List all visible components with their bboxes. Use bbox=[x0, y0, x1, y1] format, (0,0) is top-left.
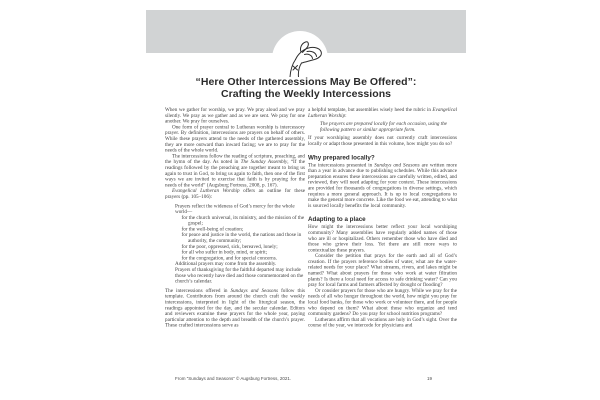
two-column-body bbox=[165, 107, 457, 329]
quote-line: Additional prayers may come from the assembly. bbox=[175, 261, 277, 267]
rubric-blockquote: The prayers are prepared locally for each occasion, using the following pattern or similar appropriate form. bbox=[320, 121, 447, 133]
section-heading-adapting-to-a-place: Adapting to a place bbox=[308, 215, 366, 223]
quote-line: Prayers of thanksgiving for the faithful departed may include those who recently have died and those commemorated on the church’s calendar. bbox=[175, 267, 304, 285]
paragraph bbox=[165, 188, 305, 200]
paragraph bbox=[308, 162, 457, 208]
title-line-1: “Here Other Intercessions May Be Offered”: bbox=[195, 76, 417, 88]
paragraph: One form of prayer central to Lutheran worship is intercessory prayer. By definition, intercessions are prayers on behalf of others. While these prayers attend to the needs of the gathered assembly, they are more outward than inward facing; we are to pray for the needs of the whole world. bbox=[165, 124, 305, 154]
paragraph: Or consider prayers for those who are hungry. While we pray for the needs of all who hunger throughout the world, how might you pray for local food banks, for those who work or volunteer there, and for people who depend on them? What about those who organize and tend community gardens? Do you pray for school nutrition programs? bbox=[308, 287, 457, 317]
paragraph: If your worshiping assembly does not currently craft intercessions locally or adapt those presented in this volume, how might you do so? bbox=[308, 135, 457, 147]
title-line-2: Crafting the Weekly Intercessions bbox=[220, 88, 392, 100]
footer-source: From “Sundays and Seasons” © Augsburg Fortress, 2021. bbox=[175, 376, 292, 381]
quote-item: for all who suffer in body, mind, or spirit; bbox=[181, 249, 268, 256]
elw-outline-blockquote bbox=[175, 203, 305, 284]
paragraph-text: are written more than a year in advance due to publishing schedules. While this advance preparation ensures these intercessions are carefully written, edited, and reviewed, they will need adapting for your context. These intercessions are provided for thousands of congregations in diverse settings, which requires a more general approach. It is up to local congregations to make the general more concrete. Like the food we eat, attending to what is sourced locally benefits the local community. bbox=[308, 162, 457, 209]
page-number: 19 bbox=[427, 376, 433, 381]
quote-item: for the well-being of creation; bbox=[181, 226, 244, 232]
paragraph bbox=[165, 153, 305, 188]
paragraph: Lutherans affirm that all vocations are holy in God’s sight. Over the course of the year, we intercede for physicians and bbox=[308, 316, 457, 329]
paragraph bbox=[308, 107, 457, 119]
quote-item: for the poor, oppressed, sick, bereaved, lonely; bbox=[181, 243, 278, 250]
right-column bbox=[308, 107, 457, 329]
paragraph: When we gather for worship, we pray. We pray aloud and we pray silently. We pray as we gather and as we are sent. We pray for one another. We pray for ourselves. bbox=[165, 107, 305, 125]
paragraph-text: : bbox=[345, 112, 347, 119]
book-title: Sundays and Seasons bbox=[230, 287, 279, 294]
book-title: Evangelical Lutheran Worship bbox=[308, 107, 457, 119]
offering-hand-icon bbox=[276, 35, 328, 77]
paragraph-text: The intercessions presented in bbox=[308, 162, 375, 168]
book-title: Evangelical Lutheran Worship bbox=[172, 188, 240, 194]
paragraph-text: follow this template. Contributors from around the church craft the weekly intercessions, interpreted in light of the liturgical season, the readings appointed for the day, and the secular calendar. Editors and reviewers examine these prayers for the whole year, paying particular attention to the depth and breadth of the church’s prayer. These crafted intercessions serve as bbox=[165, 287, 305, 329]
quote-line: Prayers reflect the wideness of God’s mercy for the whole world— bbox=[175, 203, 295, 215]
paragraph: Consider the petition that prays for the earth and all of God’s creation. If the prayers reference bodies of water, what are the water-related needs for your place? What streams, rivers, and lakes might be named? What about prayers for those who work at water filtration plants? Is there a local need for access to safe drinking water? Can you pray for local farms and farmers affected by drought or flooding? bbox=[308, 253, 457, 288]
paragraph-text: offers an outline for these prayers (pp. 105–106): bbox=[165, 188, 305, 200]
book-title: Sundays and Seasons bbox=[374, 162, 420, 168]
paragraph-text: , “If the readings followed by the preaching are together meant to bring us again to trust in God, to bring us again to faith, then one of the first ways we are invited to exercise that faith is by praying for the needs of the world” (Augsburg Fortress, 2008, p. 167). bbox=[165, 159, 305, 188]
left-column bbox=[165, 107, 305, 329]
paragraph-text: a helpful template, but assemblies wisely heed the rubric in bbox=[308, 107, 433, 113]
book-title: The Sunday Assembly bbox=[240, 159, 288, 165]
page-footer bbox=[146, 376, 466, 384]
paragraph: How might the intercessions better reflect your local worshiping community? Many assemblies have regularly added names of those who are ill or hospitalized. Others remember those who have died and those who grieve their loss. Yet there are still more ways to contextualize these prayers. bbox=[308, 224, 457, 253]
quote-item: for peace and justice in the world, the nations and those in authority, the community; bbox=[181, 232, 302, 244]
section-heading-why-prepared-locally: Why prepared locally? bbox=[308, 153, 375, 161]
paragraph-text: The intercessions follow the reading of scripture, preaching, and the hymn of the day. As noted in bbox=[165, 153, 305, 165]
page-title bbox=[146, 76, 466, 100]
quote-item: for the congregation, and for special concerns. bbox=[181, 255, 277, 261]
paragraph-text: The intercessions offered in bbox=[165, 287, 231, 294]
paragraph bbox=[165, 288, 305, 329]
quote-item: for the church universal, its ministry, and the mission of the gospel; bbox=[181, 214, 305, 227]
